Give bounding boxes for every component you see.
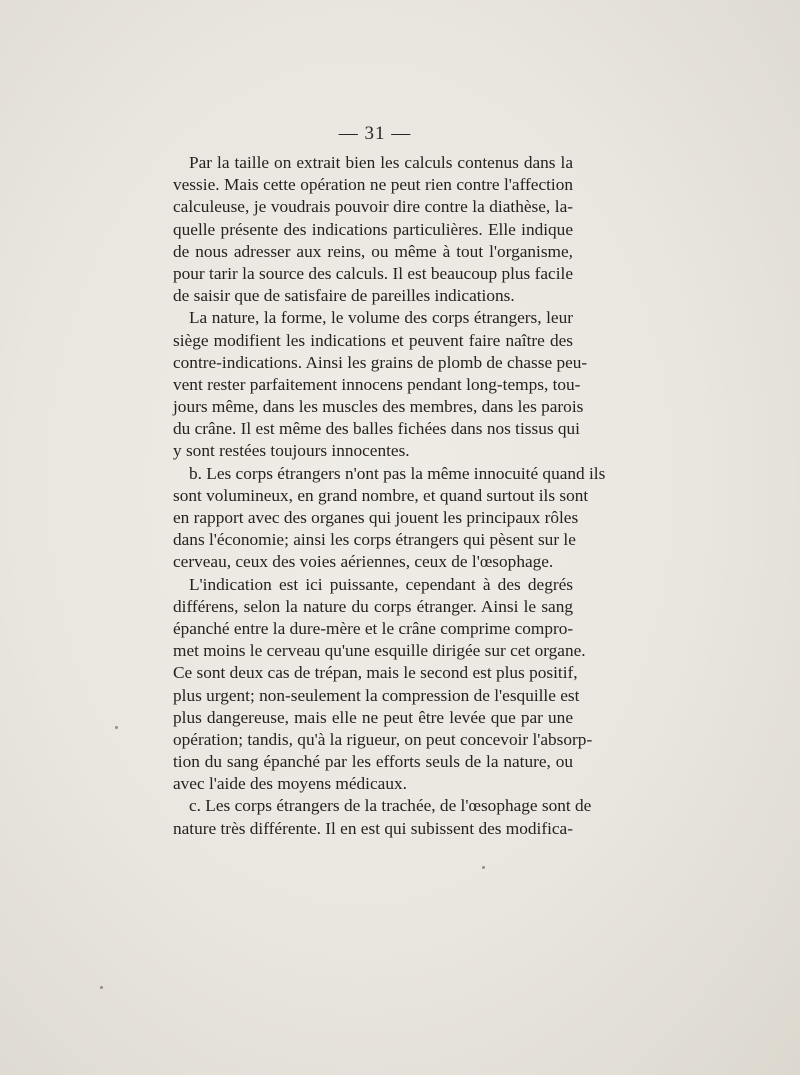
page-number: — 31 — — [338, 123, 412, 144]
paper-speck — [115, 726, 118, 729]
text-line: de saisir que de satisfaire de pareilles indications. — [173, 286, 515, 306]
text-line: tion du sang épanché par les efforts seuls de la nature, ou — [173, 752, 573, 772]
text-line: plus urgent; non-seulement la compression de l'esquille est — [173, 685, 580, 705]
text-line: avec l'aide des moyens médicaux. — [173, 774, 407, 794]
text-line: b. Les corps étrangers n'ont pas la même innocuité quand ils — [189, 463, 606, 483]
paper-speck — [482, 866, 485, 869]
text-line: L'indication est ici puissante, cependant à des degrés — [189, 574, 573, 594]
text-line: vessie. Mais cette opération ne peut rien contre l'affection — [173, 175, 573, 195]
text-line: du crâne. Il est même des balles fichées dans nos tissus qui — [173, 419, 580, 439]
text-line: opération; tandis, qu'à la rigueur, on peut concevoir l'absorp- — [173, 729, 593, 749]
text-line: nature très différente. Il en est qui subissent des modifica- — [173, 818, 573, 838]
text-line: met moins le cerveau qu'une esquille dirigée sur cet organe. — [173, 641, 586, 661]
text-line: c. Les corps étrangers de la trachée, de l'œsophage sont de — [189, 796, 592, 816]
text-line: différens, selon la nature du corps étranger. Ainsi le sang — [173, 596, 573, 616]
text-line: y sont restées toujours innocentes. — [173, 441, 410, 461]
text-line: en rapport avec des organes qui jouent les principaux rôles — [173, 508, 579, 527]
text-line: La nature, la forme, le volume des corps étrangers, leur — [189, 308, 573, 328]
text-line: contre-indications. Ainsi les grains de plomb de chasse peu- — [173, 352, 588, 372]
body-text — [173, 152, 606, 840]
text-line: épanché entre la dure-mère et le crâne comprime compro- — [173, 618, 574, 638]
text-line: siège modifient les indications et peuvent faire naître des — [173, 330, 573, 350]
text-line: dans l'économie; ainsi les corps étrangers qui pèsent sur le — [173, 530, 576, 550]
text-line: quelle présente des indications particulières. Elle indique — [173, 219, 573, 239]
text-line: sont volumineux, en grand nombre, et quand surtout ils sont — [173, 485, 589, 505]
text-line: Par la taille on extrait bien les calculs contenus dans la — [189, 153, 573, 172]
text-line: calculeuse, je voudrais pouvoir dire contre la diathèse, la- — [173, 197, 573, 217]
text-line: plus dangereuse, mais elle ne peut être levée que par une — [173, 707, 573, 727]
text-line: jours même, dans les muscles des membres, dans les parois — [173, 397, 584, 417]
text-line: vent rester parfaitement innocens pendant long-temps, tou- — [173, 374, 581, 394]
text-line: de nous adresser aux reins, ou même à tout l'organisme, — [173, 241, 573, 261]
text-line: cerveau, ceux des voies aériennes, ceux de l'œsophage. — [173, 552, 554, 572]
text-line: Ce sont deux cas de trépan, mais le second est plus positif, — [173, 663, 578, 683]
paper-speck — [100, 986, 103, 989]
text-line: pour tarir la source des calculs. Il est beaucoup plus facile — [173, 263, 573, 283]
